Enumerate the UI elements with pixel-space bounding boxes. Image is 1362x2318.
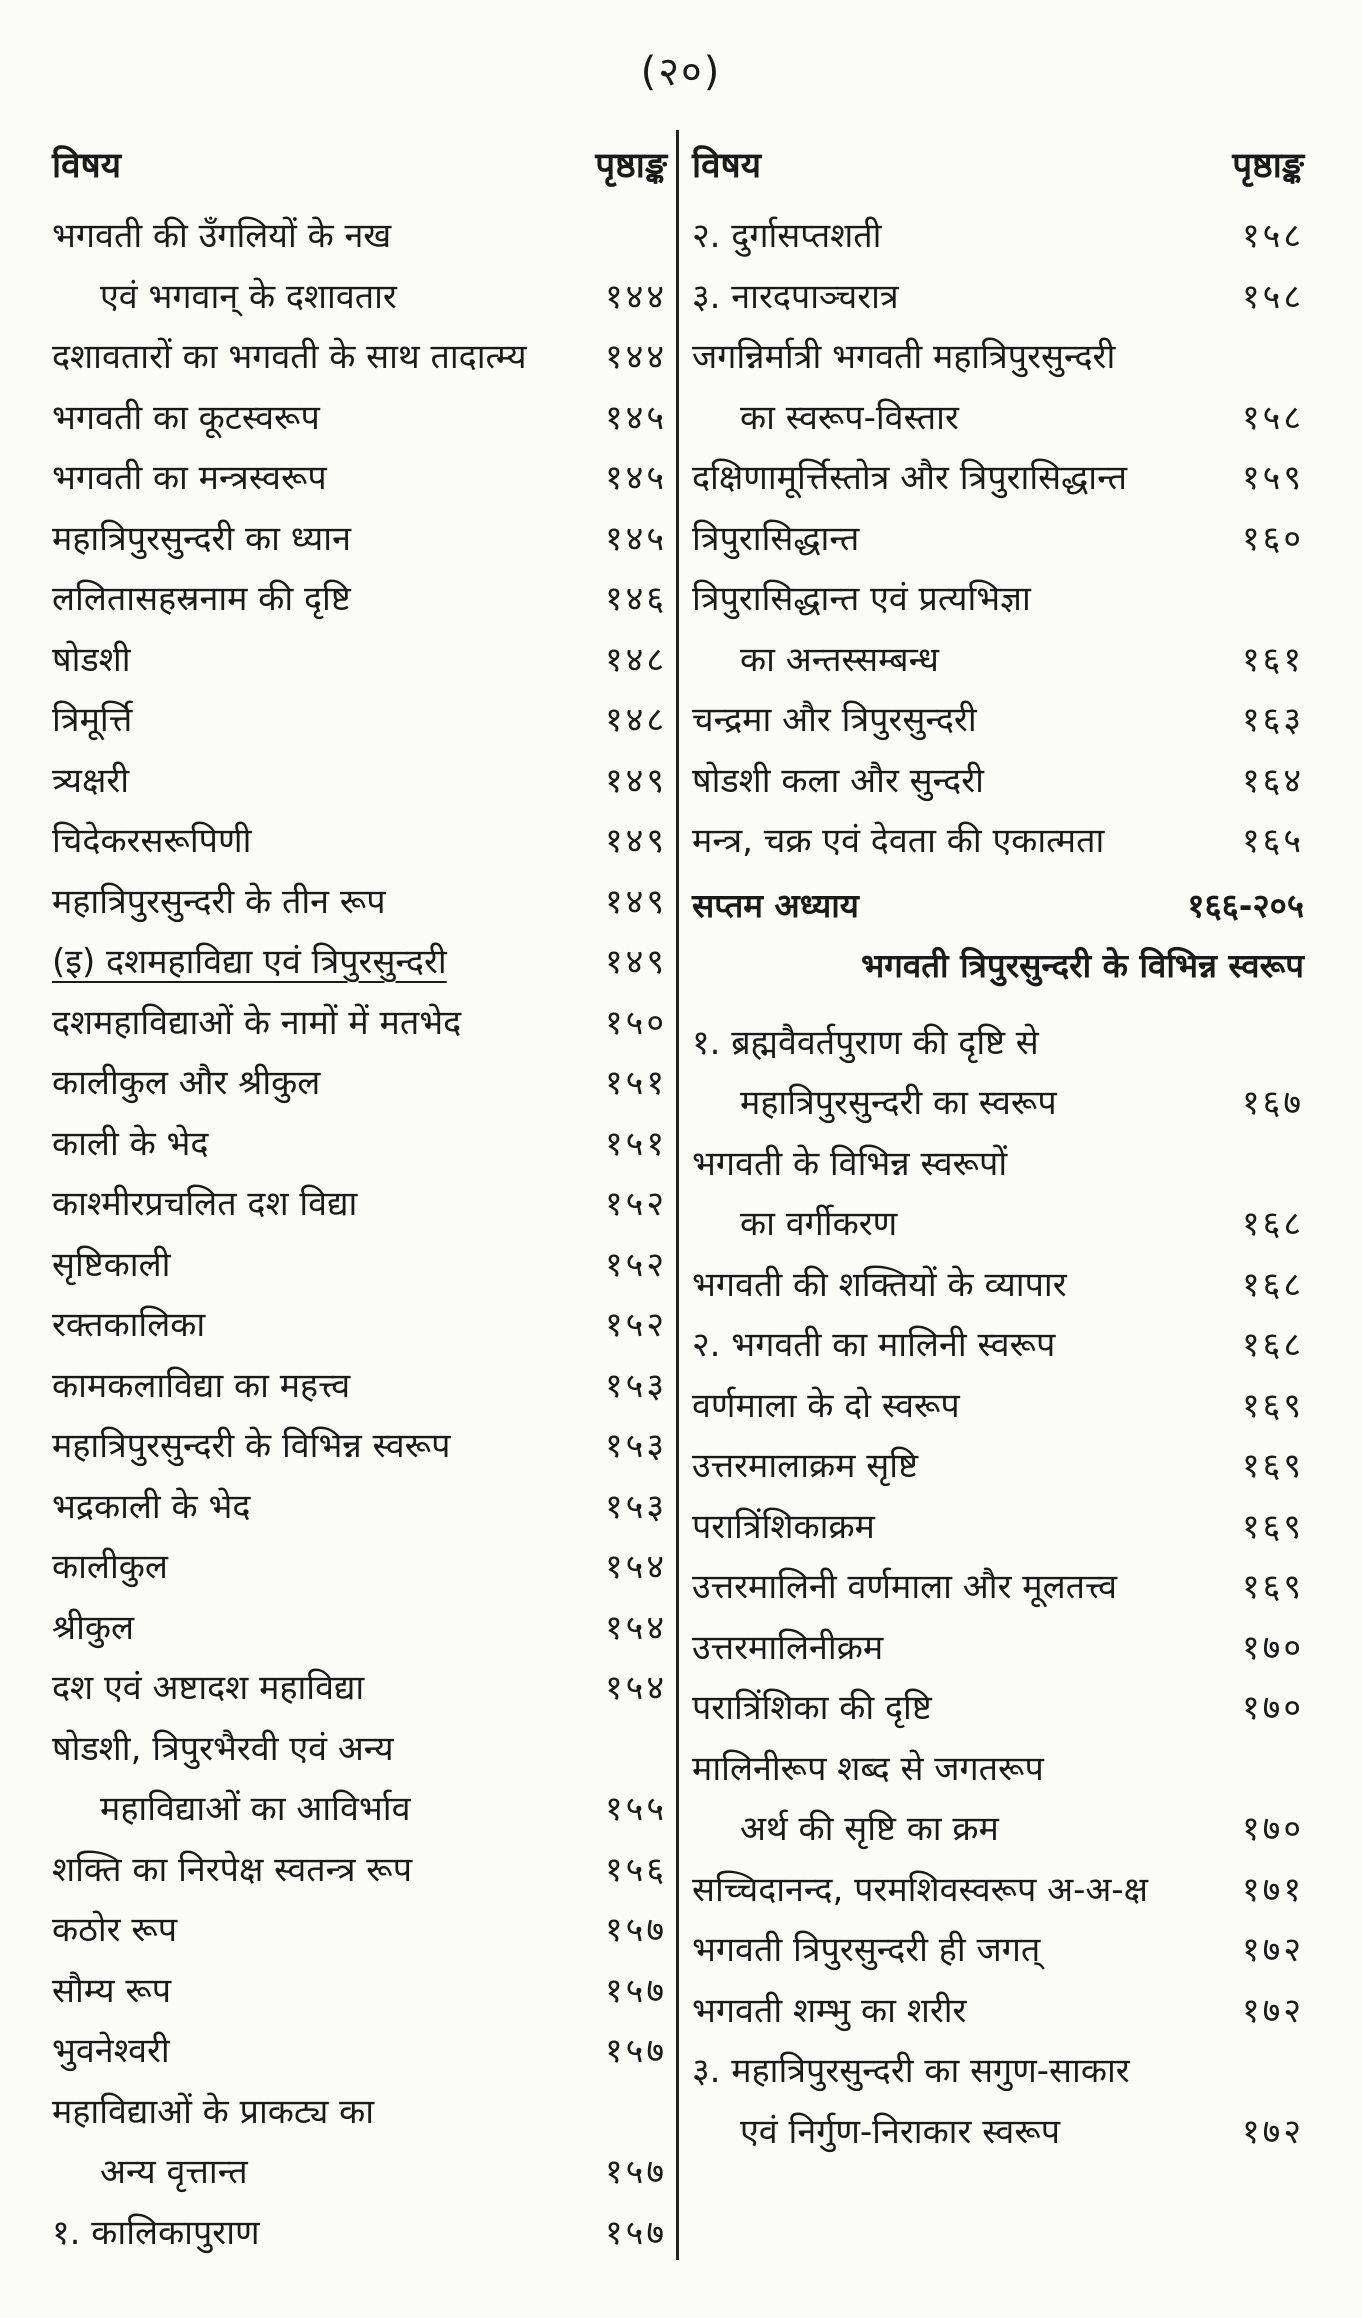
toc-entry-title [692,1557,1117,1618]
toc-entry-page: १५३ [604,1426,667,1466]
toc-entry-page: १४४ [604,276,667,317]
toc-entry-title-text: एवं भगवान् के दशावतार [100,276,397,317]
toc-entry-title [692,1134,1007,1195]
toc-entry-title-text: भगवती त्रिपुरसुन्दरी ही जगत् [692,1930,1041,1970]
toc-entry-title [692,690,977,751]
toc-entry-page: १६५ [1241,821,1304,861]
toc-entry-page: १५२ [604,1184,667,1224]
toc-entry [52,1719,667,1780]
toc-entry [692,1255,1304,1316]
toc-entry-title-text: भगवती का कूटस्वरूप [52,397,320,438]
toc-entry-title-text: १. ब्रह्मवैवर्तपुराण की दृष्टि से [692,1022,1039,1063]
toc-entry [692,1799,1304,1860]
toc-entry [52,267,667,328]
toc-entry-title [692,1376,960,1437]
toc-entry-page: १७० [1241,1627,1304,1668]
toc-entry-title [52,448,327,509]
toc-entry-title-text: भद्रकाली के भेद [52,1486,251,1527]
toc-entry-title [692,1194,897,1255]
toc-entry-page: १६९ [1241,1385,1304,1426]
toc-entry [692,1013,1304,1074]
toc-entry-title [692,1255,1067,1316]
toc-entry-title-text: एवं निर्गुण-निराकार स्वरूप [740,2111,1061,2152]
toc-entry-page: १५३ [604,1365,667,1406]
toc-entry-title [692,388,959,449]
toc-entry-page: १६९ [1241,1446,1304,1486]
toc-entry-title [692,2102,1060,2163]
toc-entry-title-text: परात्रिंशिकाक्रम [692,1506,875,1547]
chapter-title [692,936,1304,997]
toc-entry [692,630,1304,691]
toc-entry-page: १५७ [604,2031,667,2071]
toc-entry-page: १५२ [604,1305,667,1345]
toc-entry-page: १५१ [604,1123,667,1164]
toc-entry-title [52,932,447,993]
toc-entry-title [52,1053,320,1114]
toc-entry-page: १६७ [1241,1083,1304,1123]
toc-entry [692,2041,1304,2102]
chapter-label: सप्तम अध्याय [692,885,859,925]
toc-entry-page: १६३ [1241,700,1304,740]
toc-entry [692,2102,1304,2163]
toc-entry [692,327,1304,388]
toc-entry [52,630,667,691]
toc-entry-title [52,2082,374,2143]
toc-entry-page: १७२ [1241,1930,1304,1970]
toc-entry-title [52,690,132,751]
toc-entry-title-text: त्र्यक्षरी [52,760,130,801]
toc-entry-title [52,1114,208,1175]
toc-entry-title-text: ३. नारदपाञ्चरात्र [692,276,899,317]
toc-entry [52,872,667,933]
toc-entry-title [52,327,527,388]
toc-entry-title [52,1174,357,1235]
toc-entry-title [52,1719,394,1780]
toc-entry-page: १५९ [1241,458,1304,498]
toc-entry [52,327,667,388]
toc-entry [52,509,667,570]
toc-entry-title [52,1658,364,1719]
toc-entry-title-text: त्रिमूर्त्ति [52,700,133,740]
toc-entry [692,569,1304,630]
toc-entry [52,1174,667,1235]
subject-heading: विषय [52,146,122,186]
toc-entry-title [692,1013,1039,1074]
toc-entry-title [52,388,320,449]
toc-entry-title-text: श्रीकुल [52,1607,135,1648]
toc-entry-title [692,751,984,812]
toc-entry [692,1315,1304,1376]
toc-entry-title [692,2041,1130,2102]
toc-entry-title [52,1779,410,1840]
toc-entry-page: १५४ [604,1547,667,1587]
toc-entry-title-text: का स्वरूप-विस्तार [740,397,959,438]
toc-entry [52,1840,667,1901]
toc-entry-title-text: भगवती की उँगलियों के नख [52,216,392,256]
toc-entry-title [52,2142,248,2203]
toc-entry-title-text: त्रिपुरासिद्धान्त [692,518,860,559]
toc-entry-title-text: सौम्य रूप [52,1970,172,2011]
column-divider [676,130,679,2260]
toc-entry-title [692,1739,1044,1800]
toc-entry-title [52,1416,450,1477]
toc-entry-title-text: महाविद्याओं के प्राकट्य का [52,2091,375,2132]
toc-entry-page: १४८ [604,700,667,740]
toc-entry-title-text: मन्त्र, चक्र एवं देवता की एकात्मता [692,821,1105,861]
toc-entry [52,448,667,509]
toc-entry-title [692,630,939,691]
toc-entry-title [52,1840,412,1901]
toc-entry-page: १५८ [1241,216,1304,256]
toc-entry-title-text: ३. महात्रिपुरसुन्दरी का सगुण-साकार [692,2051,1130,2091]
toc-entry-page: १७० [1241,1809,1304,1849]
toc-entry [692,1194,1304,1255]
toc-entry-title-text: दश एवं अष्टादश महाविद्या [52,1668,365,1708]
toc-entry-page: १६१ [1241,639,1304,680]
toc-entry-page: १५० [604,1002,667,1043]
toc-entry-title-text: कालीकुल और श्रीकुल [52,1063,321,1103]
toc-entry-title [52,569,351,630]
right-column [692,130,1304,2162]
toc-entry [52,569,667,630]
toc-entry [692,1557,1304,1618]
toc-entry [52,2082,667,2143]
toc-entry-title-text: चिदेकरसरूपिणी [52,821,252,861]
toc-entry [52,1961,667,2022]
toc-entry-title-text: सच्चिदानन्द, परमशिवस्वरूप अ-अ-क्ष [692,1869,1149,1910]
right-toc-list-bottom [692,1013,1304,2163]
toc-entry-title [692,1618,883,1679]
left-column [52,130,667,2263]
toc-entry-title [692,811,1104,872]
toc-entry-title-text: शक्ति का निरपेक्ष स्वतन्त्र रूप [52,1849,413,1890]
toc-entry-title-text: का वर्गीकरण [740,1204,898,1244]
toc-entry [52,1053,667,1114]
toc-entry-page: १६८ [1241,1264,1304,1305]
toc-entry-page: १५४ [604,1607,667,1648]
toc-entry-page: १४५ [604,518,667,559]
toc-entry-title-text: रक्तकालिका [52,1305,206,1345]
toc-entry-title [52,1295,205,1356]
toc-entry [52,1658,667,1719]
toc-entry-page: १६४ [1241,760,1304,801]
toc-entry-title [52,1356,350,1417]
toc-entry-title [52,1900,177,1961]
toc-entry-title-text: दक्षिणामूर्त्तिस्तोत्र और त्रिपुरासिद्धान्त [692,458,1127,498]
toc-entry [692,1981,1304,2042]
toc-entry-title-text: काश्मीरप्रचलित दश विद्या [52,1184,358,1224]
toc-entry-title-text: कठोर रूप [52,1910,178,1950]
toc-entry-page: १५८ [1241,397,1304,438]
toc-entry-title-text: महात्रिपुरसुन्दरी का स्वरूप [740,1083,1057,1123]
toc-entry-title-text: भगवती के विभिन्न स्वरूपों [692,1143,1008,1184]
toc-entry [52,1900,667,1961]
toc-entry-title [692,1799,999,1860]
toc-entry-title-text: महात्रिपुरसुन्दरी का ध्यान [52,518,351,559]
toc-entry-page: १७२ [1241,1990,1304,2031]
toc-entry-page: १५६ [604,1849,667,1890]
chapter-title-text: भगवती त्रिपुरसुन्दरी के विभिन्न स्वरूप [861,946,1304,985]
toc-entry-title-text: (इ) दशमहाविद्या एवं त्रिपुरसुन्दरी [52,942,447,982]
toc-entry-title-text: दशमहाविद्याओं के नामों में मतभेद [52,1002,462,1043]
toc-entry-title-text: अर्थ की सृष्टि का क्रम [740,1809,999,1849]
toc-entry [52,1356,667,1417]
toc-entry-title [52,751,129,812]
toc-entry-page: १४९ [604,942,667,982]
toc-entry [52,811,667,872]
toc-entry-title-text: उत्तरमालाक्रम सृष्टि [692,1446,918,1486]
toc-entry-title-text: मालिनीरूप शब्द से जगतरूप [692,1748,1044,1789]
toc-entry-title [692,448,1127,509]
toc-entry-title [52,2203,260,2264]
toc-entry-title [692,327,1115,388]
left-toc-list [52,206,667,2263]
right-column-header [692,130,1304,188]
toc-entry [692,1860,1304,1921]
toc-entry-title [52,993,461,1054]
toc-entry [692,1134,1304,1195]
toc-entry-title [692,1860,1148,1921]
toc-entry-title-text: २. भगवती का मालिनी स्वरूप [692,1325,1056,1365]
toc-entry-page: १४८ [604,639,667,680]
toc-entry-title [52,1961,171,2022]
toc-entry [52,206,667,267]
subject-heading: विषय [692,146,762,186]
toc-entry-title-text: जगन्निर्मात्री भगवती महात्रिपुरसुन्दरी [692,337,1116,377]
toc-entry-title [52,872,386,933]
toc-entry [52,932,667,993]
toc-entry-title [692,1678,932,1739]
toc-entry-page: १५२ [604,1244,667,1285]
toc-entry [692,690,1304,751]
toc-entry [692,1497,1304,1558]
page-number: (२०) [640,49,722,95]
toc-entry [52,1779,667,1840]
toc-entry-title-text: १. कालिकापुराण [52,2212,260,2253]
toc-entry-title [692,1920,1040,1981]
toc-entry-title-text: महात्रिपुरसुन्दरी के तीन रूप [52,881,386,922]
toc-entry-title [692,1073,1057,1134]
toc-entry [52,388,667,449]
toc-entry [52,751,667,812]
left-column-header [52,130,667,188]
toc-entry-title-text: का अन्तस्सम्बन्ध [740,639,939,680]
toc-entry-page: १४९ [604,821,667,861]
toc-entry-page: १५८ [1241,276,1304,317]
toc-entry [692,206,1304,267]
toc-entry-title-text: षोडशी कला और सुन्दरी [692,760,984,801]
page-heading: पृष्ठाङ्क [595,146,667,186]
toc-entry-page: १७० [1241,1688,1304,1728]
toc-entry-title [52,630,131,691]
toc-entry-page: १५७ [604,2212,667,2253]
toc-entry-page: १६८ [1241,1325,1304,1365]
toc-entry [692,751,1304,812]
toc-entry [52,993,667,1054]
toc-entry-title-text: कालीकुल [52,1547,168,1587]
toc-entry-page: १४४ [604,337,667,377]
toc-entry-title [692,267,899,328]
toc-entry-title-text: उत्तरमालिनीक्रम [692,1627,884,1668]
toc-entry-title [692,509,859,570]
toc-entry-title-text: षोडशी [52,639,131,680]
toc-entry-page: १५१ [604,1063,667,1103]
toc-entry-title [692,1497,875,1558]
toc-entry-title-text: २. दुर्गासप्तशती [692,216,882,256]
toc-entry-title [692,1315,1055,1376]
toc-entry-title-text: ललितासहस्रनाम की दृष्टि [52,579,351,619]
toc-entry-title-text: चन्द्रमा और त्रिपुरसुन्दरी [692,700,977,740]
toc-entry [52,1235,667,1296]
toc-entry-page: १७१ [1241,1869,1304,1910]
chapter-heading [692,876,1304,937]
toc-entry-title-text: दशावतारों का भगवती के साथ तादात्म्य [52,337,527,377]
toc-entry [52,1477,667,1538]
toc-entry-page: १४६ [604,579,667,619]
toc-entry-page: १५३ [604,1486,667,1527]
toc-entry-page: १५५ [604,1789,667,1829]
toc-entry-page: १४५ [604,458,667,498]
toc-entry [692,1920,1304,1981]
toc-entry-title-text: उत्तरमालिनी वर्णमाला और मूलतत्त्व [692,1567,1118,1607]
toc-entry-title-text: षोडशी, त्रिपुरभैरवी एवं अन्य [52,1728,394,1769]
toc-entry-page: १६९ [1241,1567,1304,1607]
toc-entry [692,1739,1304,1800]
toc-entry [692,1618,1304,1679]
toc-entry-title-text: काली के भेद [52,1123,209,1164]
toc-entry-title-text: वर्णमाला के दो स्वरूप [692,1385,960,1426]
toc-entry-title-text: अन्य वृत्तान्त [100,2152,248,2192]
toc-entry-page: १५४ [604,1668,667,1708]
toc-entry [52,1537,667,1598]
toc-entry [692,1073,1304,1134]
toc-entry-page: १४९ [604,760,667,801]
toc-entry-title-text: भगवती का मन्त्रस्वरूप [52,458,327,498]
toc-entry-page: १४५ [604,397,667,438]
toc-entry-title [52,206,391,267]
toc-entry-title [52,2021,170,2082]
toc-entry-title [52,811,251,872]
toc-entry-title-text: भगवती की शक्तियों के व्यापार [692,1264,1067,1305]
toc-entry [52,2142,667,2203]
toc-entry-title-text: त्रिपुरासिद्धान्त एवं प्रत्यभिज्ञा [692,579,1031,619]
toc-entry-page: १६८ [1241,1204,1304,1244]
toc-entry [52,1416,667,1477]
toc-entry-title-text: कामकलाविद्या का महत्त्व [52,1365,351,1406]
toc-entry-title [52,1477,250,1538]
toc-entry-title-text: महात्रिपुरसुन्दरी के विभिन्न स्वरूप [52,1426,451,1466]
toc-entry [52,690,667,751]
toc-entry [692,448,1304,509]
toc-entry [52,2203,667,2264]
right-toc-list-top [692,206,1304,872]
toc-entry-title [52,509,351,570]
toc-entry-title-text: भगवती शम्भु का शरीर [692,1990,967,2031]
toc-entry [52,1114,667,1175]
toc-entry-title-text: महाविद्याओं का आविर्भाव [100,1789,411,1829]
toc-entry-page: १६९ [1241,1506,1304,1547]
toc-entry [52,2021,667,2082]
toc-entry-page: १५७ [604,1910,667,1950]
toc-entry-title [692,206,881,267]
toc-entry-title [52,1537,168,1598]
toc-entry [692,388,1304,449]
toc-entry-page: १६० [1241,518,1304,559]
toc-entry-title [692,569,1031,630]
toc-entry-title [52,1598,134,1659]
toc-entry-title-text: भुवनेश्वरी [52,2031,170,2071]
toc-entry-page: १५७ [604,1970,667,2011]
toc-entry-page: १५७ [604,2152,667,2192]
toc-entry-title [52,267,397,328]
toc-entry [692,811,1304,872]
toc-entry [692,1436,1304,1497]
toc-entry [692,509,1304,570]
toc-entry [692,1678,1304,1739]
toc-entry-page: १४९ [604,881,667,922]
toc-entry-title [692,1981,966,2042]
toc-entry-title-text: सृष्टिकाली [52,1244,171,1285]
toc-entry [692,267,1304,328]
toc-entry [692,1376,1304,1437]
chapter-page-range: १६६-२०५ [1187,885,1304,925]
toc-entry-page: १७२ [1241,2111,1304,2152]
toc-entry [52,1598,667,1659]
toc-entry-title [52,1235,170,1296]
toc-entry-title-text: परात्रिंशिका की दृष्टि [692,1688,932,1728]
toc-entry-title [692,1436,918,1497]
page-heading: पृष्ठाङ्क [1232,146,1304,186]
toc-entry [52,1295,667,1356]
